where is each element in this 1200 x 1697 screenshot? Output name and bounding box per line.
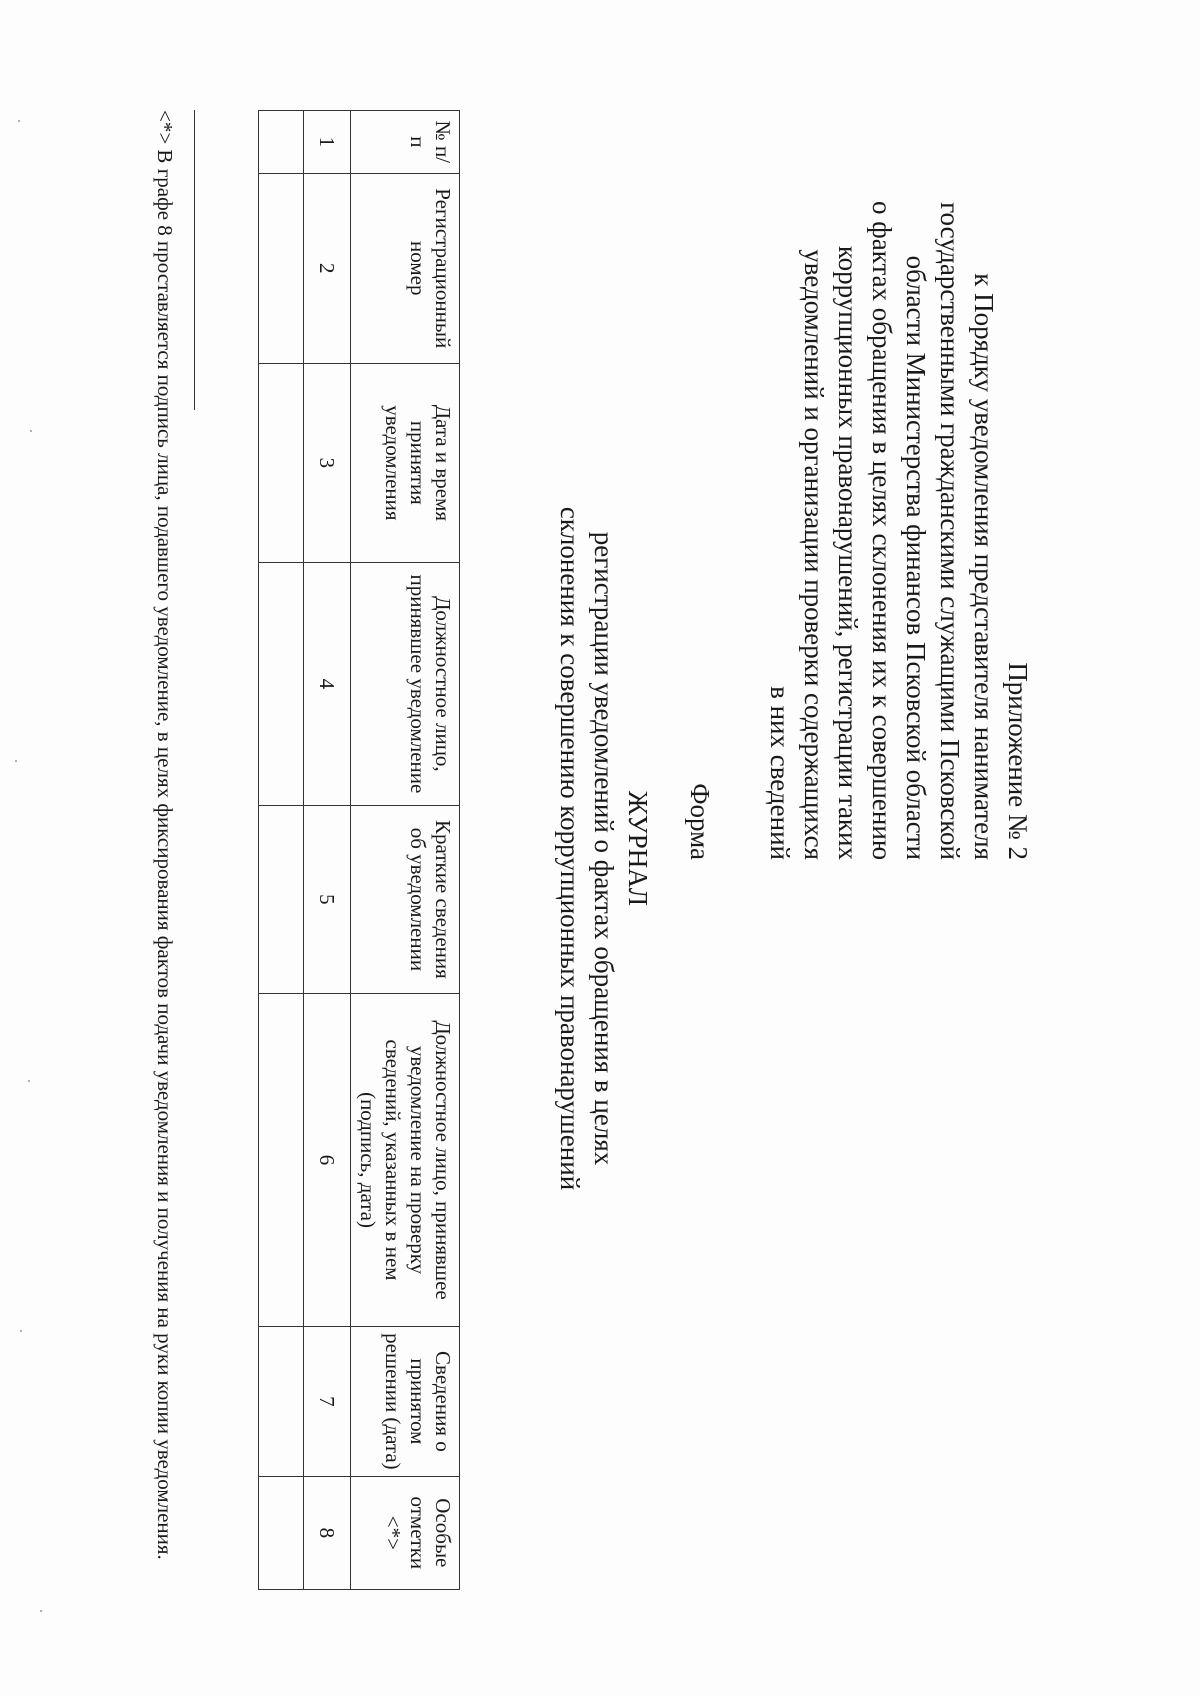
table-header-row [351, 111, 460, 1590]
empty-cell [259, 562, 304, 805]
form-label: Форма [685, 783, 715, 860]
table-row [259, 111, 304, 1590]
appendix-line: области Министерства финансов Псковской области [901, 255, 931, 860]
appendix-header [763, 100, 1035, 860]
appendix-line: коррупционных правонарушений, регистрации таких [833, 245, 863, 860]
register-table [258, 110, 460, 1590]
footnote: <*> В графе 8 проставляется подпись лица, подавшего уведомление, в целях фиксирования фактов подачи уведомления и получения на руки копии уведомления. [153, 110, 177, 1560]
journal-subtitle-line: регистрации уведомлений о фактах обращения в целях [589, 531, 619, 1166]
column-number-cell: 7 [304, 1327, 351, 1477]
column-number-cell: 8 [304, 1476, 351, 1589]
empty-cell [259, 993, 304, 1326]
header-official-verification: Должностное лицо, принявшее уведомление на проверку сведений, указанных в нем (подпись, дата) [351, 993, 460, 1326]
appendix-line: уведомлений и организации проверки содержащихся [799, 249, 829, 860]
appendix-line: к Порядку уведомления представителя нанимателя [969, 273, 999, 860]
appendix-title: Приложение № 2 [1003, 662, 1033, 860]
column-number-cell: 1 [304, 111, 351, 174]
appendix-line: о фактах обращения в целях склонения их к совершению [867, 200, 897, 860]
footnote-divider [194, 110, 195, 410]
column-number-cell: 3 [304, 363, 351, 562]
header-registration-number: Регистрационный номер [351, 173, 460, 363]
column-number-cell: 6 [304, 993, 351, 1326]
header-number: № п/п [351, 111, 460, 174]
header-official-received: Должностное лицо, принявшее уведомление [351, 562, 460, 805]
header-brief-info: Краткие сведения об уведомлении [351, 805, 460, 993]
header-special-notes: Особые отметки <*> [351, 1476, 460, 1589]
column-number-cell: 2 [304, 173, 351, 363]
header-date-time: Дата и время принятия уведомления [351, 363, 460, 562]
journal-subtitle-line: склонения к совершению коррупционных правонарушений [555, 506, 585, 1191]
column-number-cell: 4 [304, 562, 351, 805]
column-number-cell: 5 [304, 805, 351, 993]
empty-cell [259, 1476, 304, 1589]
appendix-line: в них сведений [765, 686, 795, 860]
empty-cell [259, 1327, 304, 1477]
journal-title: ЖУРНАЛ [623, 790, 653, 907]
empty-cell [259, 363, 304, 562]
empty-cell [259, 173, 304, 363]
header-decision-info: Сведения о принятом решении (дата) [351, 1327, 460, 1477]
appendix-line: государственными гражданскими служащими Псковской [935, 202, 965, 860]
empty-cell [259, 805, 304, 993]
empty-cell [259, 111, 304, 174]
column-number-row [304, 111, 351, 1590]
journal-heading [553, 0, 655, 1697]
